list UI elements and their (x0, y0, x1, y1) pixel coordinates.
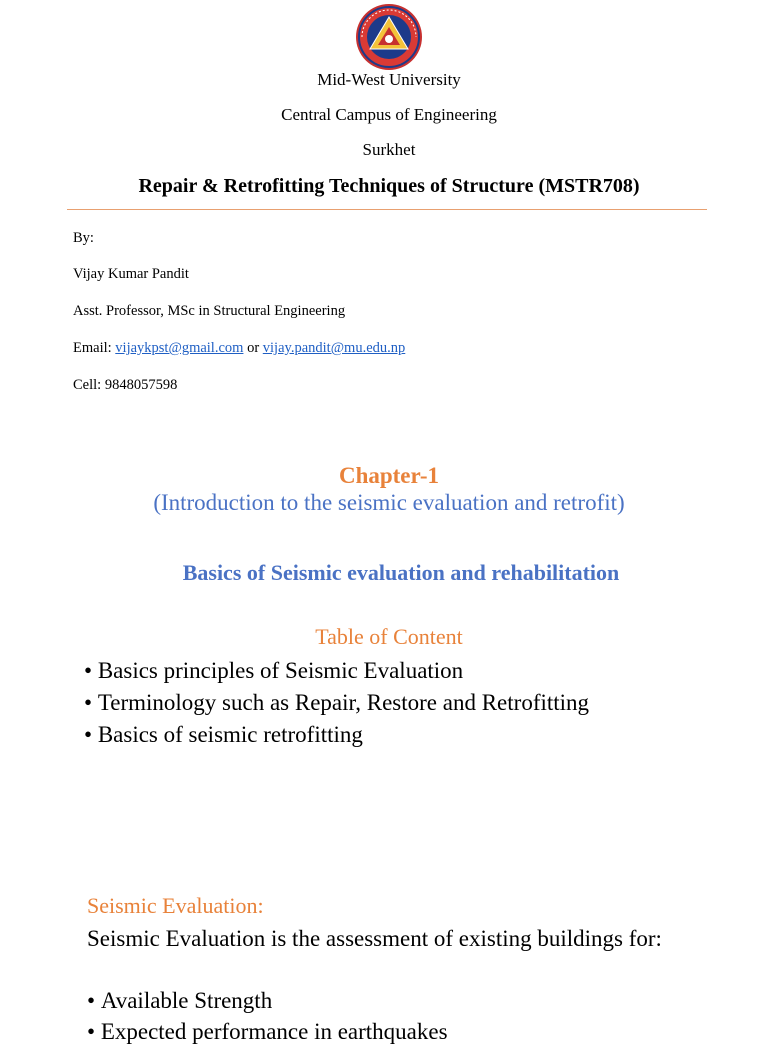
toc-title: Table of Content (315, 624, 463, 649)
seismic-evaluation-list (87, 985, 448, 1047)
by-label: By: (73, 230, 94, 246)
toc-item: • Basics principles of Seismic Evaluation (84, 655, 589, 687)
email-label: Email: (73, 340, 116, 356)
seismic-evaluation-heading: Seismic Evaluation: (87, 893, 264, 918)
chapter-title: Chapter-1 (338, 463, 440, 488)
email-link-secondary[interactable]: vijay.pandit@mu.edu.np (262, 340, 406, 356)
toc-list (84, 655, 589, 751)
campus-name: Central Campus of Engineering (281, 105, 497, 124)
course-title: Repair & Retrofitting Techniques of Structure (MSTR708) (138, 175, 640, 197)
chapter-subtitle: (Introduction to the seismic evaluation and retrofit) (153, 490, 625, 515)
toc-item: • Terminology such as Repair, Restore and Retrofitting (84, 687, 589, 719)
toc-item: • Basics of seismic retrofitting (84, 719, 589, 751)
city-name: Surkhet (362, 140, 416, 159)
author-email (73, 340, 405, 357)
university-name: Mid-West University (317, 70, 461, 89)
university-logo (350, 3, 428, 71)
author-name: Vijay Kumar Pandit (73, 266, 189, 282)
seismic-evaluation-item: • Expected performance in earthquakes (87, 1016, 448, 1047)
author-designation: Asst. Professor, MSc in Structural Engineering (73, 303, 346, 319)
author-cell: Cell: 9848057598 (73, 377, 178, 393)
email-link-primary[interactable]: vijaykpst@gmail.com (115, 340, 244, 356)
seismic-evaluation-item: • Available Strength (87, 985, 448, 1016)
seismic-evaluation-paragraph: Seismic Evaluation is the assessment of existing buildings for: (87, 926, 662, 951)
section-heading: Basics of Seismic evaluation and rehabilitation (182, 560, 620, 585)
header-divider (67, 209, 707, 210)
email-separator: or (243, 340, 263, 356)
